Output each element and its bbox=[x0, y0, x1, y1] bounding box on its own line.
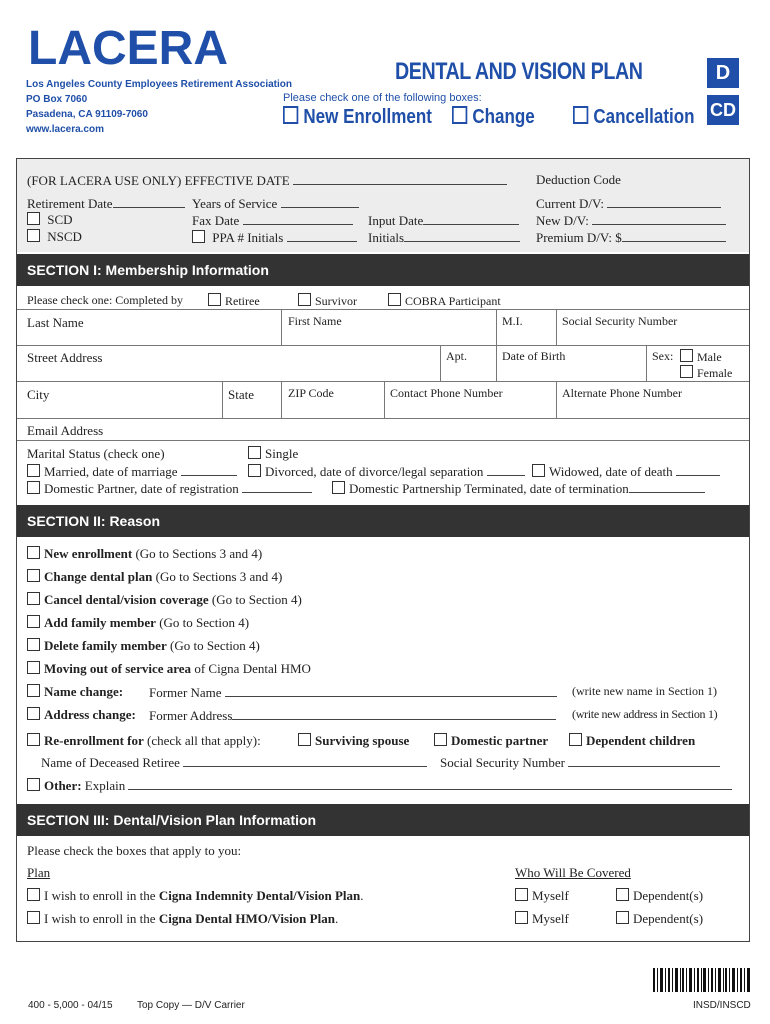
po-box: PO Box 7060 bbox=[26, 94, 88, 105]
who-covered-header: Who Will Be Covered bbox=[515, 865, 631, 880]
retiree-option[interactable]: Retiree bbox=[208, 293, 260, 309]
hmo-dependents-option[interactable]: Dependent(s) bbox=[616, 911, 703, 927]
indemnity-dependents-checkbox[interactable] bbox=[616, 888, 629, 901]
nscd-checkbox[interactable] bbox=[27, 229, 40, 242]
scd-option[interactable]: SCD bbox=[27, 212, 73, 228]
domestic-partner-reenroll-option[interactable]: Domestic partner bbox=[434, 733, 548, 749]
female-option[interactable]: Female bbox=[680, 365, 732, 381]
other-checkbox[interactable] bbox=[27, 778, 40, 791]
org-name: Los Angeles County Employees Retirement Association bbox=[26, 79, 292, 90]
logo-text: LACERA bbox=[28, 24, 228, 70]
dob-field[interactable]: Date of Birth bbox=[502, 349, 566, 363]
org-website[interactable]: www.lacera.com bbox=[26, 124, 104, 135]
name-change-checkbox[interactable] bbox=[27, 684, 40, 697]
divorced-option[interactable]: Divorced, date of divorce/legal separation bbox=[248, 463, 525, 480]
contact-phone-field[interactable]: Contact Phone Number bbox=[390, 386, 503, 400]
street-address-field[interactable]: Street Address bbox=[27, 350, 103, 365]
widowed-checkbox[interactable] bbox=[532, 464, 545, 477]
dependent-children-option[interactable]: Dependent children bbox=[569, 733, 695, 749]
zip-field[interactable]: ZIP Code bbox=[288, 386, 334, 400]
married-checkbox[interactable] bbox=[27, 464, 40, 477]
section2-header: SECTION II: Reason bbox=[17, 505, 749, 537]
domestic-partner-checkbox[interactable] bbox=[27, 481, 40, 494]
code-d-badge: D bbox=[707, 58, 739, 88]
domestic-partner-reenroll-checkbox[interactable] bbox=[434, 733, 447, 746]
mi-field[interactable]: M.I. bbox=[502, 314, 523, 328]
former-name-field[interactable]: Former Name bbox=[149, 684, 557, 701]
completed-by-label: Please check one: Completed by bbox=[27, 293, 183, 307]
other-reason-field[interactable]: Other: Explain bbox=[27, 777, 732, 794]
address-change-checkbox[interactable] bbox=[27, 707, 40, 720]
form-number: 400 - 5,000 - 04/15 bbox=[28, 1000, 113, 1011]
initials-field[interactable]: Initials bbox=[368, 229, 520, 246]
cancellation-checkbox[interactable] bbox=[573, 106, 588, 124]
reason-delete-family[interactable]: Delete family member (Go to Section 4) bbox=[27, 638, 260, 654]
barcode-image bbox=[653, 968, 750, 992]
write-name-note: (write new name in Section 1) bbox=[572, 684, 717, 698]
widowed-option[interactable]: Widowed, date of death bbox=[532, 463, 720, 480]
alt-phone-field[interactable]: Alternate Phone Number bbox=[562, 386, 682, 400]
domestic-terminated-checkbox[interactable] bbox=[332, 481, 345, 494]
current-dv-field[interactable]: Current D/V: bbox=[536, 195, 721, 212]
reason-new-enrollment[interactable]: New enrollment (Go to Sections 3 and 4) bbox=[27, 546, 262, 562]
years-of-service-field[interactable]: Years of Service bbox=[192, 195, 359, 212]
indemnity-dependents-option[interactable]: Dependent(s) bbox=[616, 888, 703, 904]
copy-note: Top Copy — D/V Carrier bbox=[137, 1000, 245, 1011]
name-change-option[interactable]: Name change: bbox=[27, 684, 123, 700]
new-enrollment-option[interactable]: New Enrollment bbox=[283, 106, 432, 129]
reason-checkbox[interactable] bbox=[27, 592, 40, 605]
indemnity-plan-checkbox[interactable] bbox=[27, 888, 40, 901]
hmo-plan-option[interactable]: I wish to enroll in the Cigna Dental HMO/Vision Plan. bbox=[27, 911, 338, 927]
retirement-date-field[interactable]: Retirement Date bbox=[27, 195, 185, 212]
org-address bbox=[26, 77, 292, 137]
reason-checkbox[interactable] bbox=[27, 661, 40, 674]
code-cd-badge: CD bbox=[707, 95, 739, 125]
apt-field[interactable]: Apt. bbox=[446, 349, 467, 363]
lacera-logo bbox=[28, 24, 228, 70]
deceased-retiree-field[interactable]: Name of Deceased Retiree bbox=[41, 754, 427, 771]
reenrollment-checkbox[interactable] bbox=[27, 733, 40, 746]
city-field[interactable]: City bbox=[27, 387, 50, 402]
divorced-checkbox[interactable] bbox=[248, 464, 261, 477]
indemnity-myself-checkbox[interactable] bbox=[515, 888, 528, 901]
reason-cancel-coverage[interactable]: Cancel dental/vision coverage (Go to Section 4) bbox=[27, 592, 302, 608]
married-option[interactable]: Married, date of marriage bbox=[27, 463, 237, 480]
reason-moving[interactable]: Moving out of service area of Cigna Dental HMO bbox=[27, 661, 311, 677]
reason-checkbox[interactable] bbox=[27, 615, 40, 628]
single-checkbox[interactable] bbox=[248, 446, 261, 459]
domestic-terminated-option[interactable]: Domestic Partnership Terminated, date of termination bbox=[332, 480, 705, 497]
single-option[interactable]: Single bbox=[248, 446, 298, 462]
email-field[interactable]: Email Address bbox=[27, 423, 104, 438]
address-change-option[interactable]: Address change: bbox=[27, 707, 136, 723]
form-title: DENTAL AND VISION PLAN bbox=[395, 58, 643, 85]
ppa-checkbox[interactable] bbox=[192, 230, 205, 243]
surviving-spouse-option[interactable]: Surviving spouse bbox=[298, 733, 409, 749]
fax-date-field[interactable]: Fax Date bbox=[192, 212, 353, 229]
sex-label: Sex: bbox=[652, 349, 674, 363]
female-checkbox[interactable] bbox=[680, 365, 693, 378]
deceased-ssn-field[interactable]: Social Security Number bbox=[440, 754, 720, 771]
indemnity-myself-option[interactable]: Myself bbox=[515, 888, 569, 904]
reason-change-dental[interactable]: Change dental plan (Go to Sections 3 and 4) bbox=[27, 569, 282, 585]
check-hint: Please check one of the following boxes: bbox=[283, 92, 482, 104]
marital-status-label: Marital Status (check one) bbox=[27, 446, 165, 461]
indemnity-plan-option[interactable]: I wish to enroll in the Cigna Indemnity Dental/Vision Plan. bbox=[27, 888, 364, 904]
cobra-checkbox[interactable] bbox=[388, 293, 401, 306]
change-option[interactable]: Change bbox=[452, 106, 535, 129]
hmo-dependents-checkbox[interactable] bbox=[616, 911, 629, 924]
state-field[interactable]: State bbox=[228, 387, 254, 402]
hmo-myself-checkbox[interactable] bbox=[515, 911, 528, 924]
section3-header: SECTION III: Dental/Vision Plan Information bbox=[17, 804, 749, 836]
surviving-spouse-checkbox[interactable] bbox=[298, 733, 311, 746]
ssn-field[interactable]: Social Security Number bbox=[562, 314, 678, 328]
scd-checkbox[interactable] bbox=[27, 212, 40, 225]
input-date-field[interactable]: Input Date bbox=[368, 212, 519, 229]
write-address-note: (write new address in Section 1) bbox=[572, 707, 718, 721]
dependent-children-checkbox[interactable] bbox=[569, 733, 582, 746]
male-checkbox[interactable] bbox=[680, 349, 693, 362]
last-name-field[interactable]: Last Name bbox=[27, 315, 84, 330]
org-city: Pasadena, CA 91109-7060 bbox=[26, 109, 148, 120]
change-checkbox[interactable] bbox=[452, 106, 467, 124]
reason-checkbox[interactable] bbox=[27, 569, 40, 582]
section1-header: SECTION I: Membership Information bbox=[17, 254, 749, 286]
first-name-field[interactable]: First Name bbox=[288, 314, 342, 328]
ppa-option[interactable]: PPA # Initials bbox=[192, 229, 357, 246]
reenrollment-option[interactable]: Re-enrollment for (check all that apply): bbox=[27, 733, 261, 749]
effective-date-label: (FOR LACERA USE ONLY) EFFECTIVE DATE bbox=[27, 172, 507, 189]
deduction-code-label: Deduction Code bbox=[536, 172, 621, 187]
survivor-option[interactable]: Survivor bbox=[298, 293, 357, 309]
cancellation-option[interactable]: Cancellation bbox=[573, 106, 694, 129]
hmo-plan-checkbox[interactable] bbox=[27, 911, 40, 924]
reason-checkbox[interactable] bbox=[27, 546, 40, 559]
premium-dv-field[interactable]: Premium D/V: $ bbox=[536, 229, 726, 246]
nscd-option[interactable]: NSCD bbox=[27, 229, 82, 245]
male-option[interactable]: Male bbox=[680, 349, 722, 365]
plan-column-header: Plan bbox=[27, 865, 51, 880]
retiree-checkbox[interactable] bbox=[208, 293, 221, 306]
cobra-option[interactable]: COBRA Participant bbox=[388, 293, 501, 309]
former-address-field[interactable]: Former Address bbox=[149, 707, 556, 724]
domestic-partner-option[interactable]: Domestic Partner, date of registration bbox=[27, 480, 312, 497]
form-code: INSD/INSCD bbox=[693, 1000, 751, 1011]
new-dv-field[interactable]: New D/V: bbox=[536, 212, 726, 229]
survivor-checkbox[interactable] bbox=[298, 293, 311, 306]
reason-add-family[interactable]: Add family member (Go to Section 4) bbox=[27, 615, 249, 631]
section3-intro: Please check the boxes that apply to you: bbox=[27, 843, 242, 858]
hmo-myself-option[interactable]: Myself bbox=[515, 911, 569, 927]
new-enrollment-checkbox[interactable] bbox=[283, 106, 298, 124]
reason-checkbox[interactable] bbox=[27, 638, 40, 651]
